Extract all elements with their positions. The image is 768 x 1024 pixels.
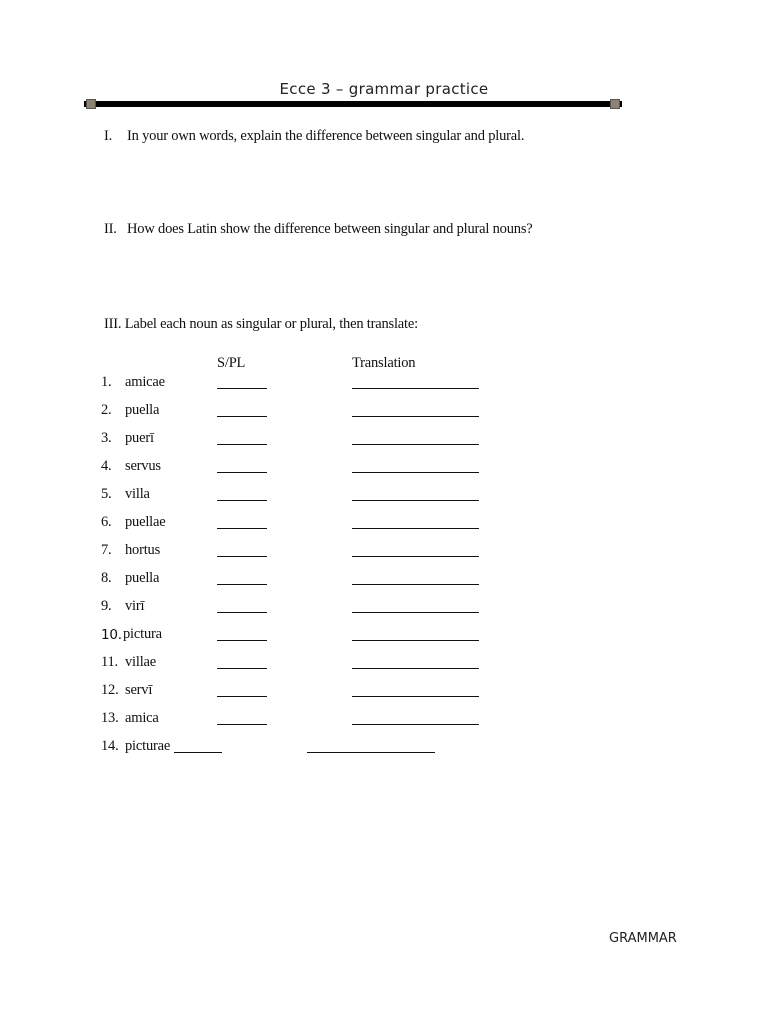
translation-answer-blank[interactable] <box>352 696 479 697</box>
question-3 <box>104 316 418 333</box>
translation-answer-blank[interactable] <box>352 444 479 445</box>
question-number: I. <box>104 128 113 144</box>
spl-answer-blank[interactable] <box>217 612 267 613</box>
column-header-translation: Translation <box>352 355 416 371</box>
translation-answer-blank[interactable] <box>307 752 435 753</box>
noun-row <box>101 514 521 534</box>
noun-row <box>101 402 521 422</box>
latin-noun: puerī <box>125 430 154 446</box>
question-text: In your own words, explain the difference between singular and plural. <box>127 128 525 144</box>
spl-answer-blank[interactable] <box>217 388 267 389</box>
row-number: 8. <box>101 570 112 586</box>
noun-row <box>101 598 521 618</box>
latin-noun: puella <box>125 570 160 586</box>
noun-row <box>101 626 521 646</box>
noun-row <box>101 682 521 702</box>
latin-noun: servus <box>125 458 161 474</box>
column-header-spl: S/PL <box>217 355 246 371</box>
row-number: 12. <box>101 682 119 698</box>
spl-answer-blank[interactable] <box>217 500 267 501</box>
row-number: 6. <box>101 514 112 530</box>
spl-answer-blank[interactable] <box>217 416 267 417</box>
spl-answer-blank[interactable] <box>217 640 267 641</box>
spl-answer-blank[interactable] <box>217 556 267 557</box>
spl-answer-blank[interactable] <box>217 472 267 473</box>
latin-noun: amica <box>125 710 159 726</box>
noun-row <box>101 654 521 674</box>
translation-answer-blank[interactable] <box>352 584 479 585</box>
footer-label: GRAMMAR <box>609 931 677 946</box>
noun-row <box>101 374 521 394</box>
divider-cap-right <box>610 99 620 109</box>
question-2 <box>104 221 533 238</box>
translation-answer-blank[interactable] <box>352 472 479 473</box>
row-number: 1. <box>101 374 112 390</box>
spl-answer-blank[interactable] <box>217 724 267 725</box>
noun-row <box>101 710 521 730</box>
noun-row <box>101 738 521 758</box>
noun-row <box>101 570 521 590</box>
row-number: 13. <box>101 710 119 726</box>
latin-noun: villa <box>125 486 150 502</box>
noun-row <box>101 430 521 450</box>
row-number: 5. <box>101 486 112 502</box>
latin-noun: virī <box>125 598 145 614</box>
latin-noun: villae <box>125 654 157 670</box>
translation-answer-blank[interactable] <box>352 640 479 641</box>
spl-answer-blank[interactable] <box>174 752 222 753</box>
latin-noun: puellae <box>125 514 166 530</box>
latin-noun: servī <box>125 682 153 698</box>
question-number: II. <box>104 221 117 237</box>
spl-answer-blank[interactable] <box>217 584 267 585</box>
spl-answer-blank[interactable] <box>217 444 267 445</box>
latin-noun: pictura <box>123 626 162 642</box>
row-number: 7. <box>101 542 112 558</box>
latin-noun: amicae <box>125 374 165 390</box>
translation-answer-blank[interactable] <box>352 612 479 613</box>
page-title: Ecce 3 – grammar practice <box>279 80 489 98</box>
translation-answer-blank[interactable] <box>352 668 479 669</box>
row-number: 9. <box>101 598 112 614</box>
divider-cap-left <box>86 99 96 109</box>
spl-answer-blank[interactable] <box>217 696 267 697</box>
question-text: Label each noun as singular or plural, then translate: <box>124 316 418 332</box>
translation-answer-blank[interactable] <box>352 528 479 529</box>
noun-row <box>101 458 521 478</box>
translation-answer-blank[interactable] <box>352 388 479 389</box>
latin-noun: picturae <box>125 738 171 754</box>
title-divider <box>84 101 622 107</box>
latin-noun: puella <box>125 402 160 418</box>
row-number: 4. <box>101 458 112 474</box>
question-1 <box>104 128 524 145</box>
spl-answer-blank[interactable] <box>217 668 267 669</box>
row-number: 14. <box>101 738 119 754</box>
spl-answer-blank[interactable] <box>217 528 267 529</box>
row-number: 3. <box>101 430 112 446</box>
row-number: 11. <box>101 654 118 670</box>
latin-noun: hortus <box>125 542 161 558</box>
translation-answer-blank[interactable] <box>352 556 479 557</box>
row-number: 2. <box>101 402 112 418</box>
translation-answer-blank[interactable] <box>352 724 479 725</box>
noun-row <box>101 486 521 506</box>
row-number: 10. <box>101 627 122 643</box>
translation-answer-blank[interactable] <box>352 416 479 417</box>
translation-answer-blank[interactable] <box>352 500 479 501</box>
question-text: How does Latin show the difference between singular and plural nouns? <box>127 221 533 237</box>
question-number: III. <box>104 316 122 332</box>
noun-row <box>101 542 521 562</box>
